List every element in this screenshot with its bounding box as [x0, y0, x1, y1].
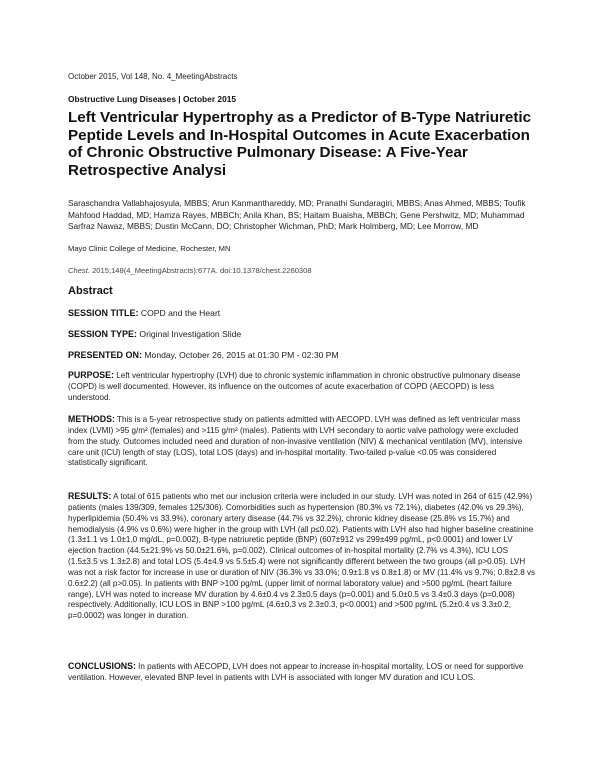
citation [68, 266, 312, 275]
abstract-heading: Abstract [68, 285, 113, 297]
author-list: Saraschandra Vallabhajosyula, MBBS; Arun Kanmanthareddy, MD; Pranathi Sundaragiri, MBBS; Anas Ahmed, MBBS; Toufik Mahfood Haddad, MD; Hamza Rayes, MBBCh; Anila Khan, BS; Haitam Buaisha, MBBCh; Gene Pershwitz, MD; Muhammad Sarfraz Nawaz, MBBS; Dustin McCann, DO; Christopher Wichman, PhD; Mark Holmberg, MD; Lee Morrow, MD [68, 198, 526, 232]
purpose-label: PURPOSE: [68, 370, 114, 380]
session-type-line [68, 329, 241, 339]
article-title: Left Ventricular Hypertrophy as a Predictor of B-Type Natriuretic Peptide Levels and In-Hospital Outcomes in Acute Exacerbation of Chronic Obstructive Pulmonary Disease: A Five-Year Retrospective Analysi [68, 109, 532, 179]
results-label: RESULTS: [68, 491, 112, 501]
section-date: October 2015 [182, 94, 237, 104]
conclusions-paragraph [68, 661, 536, 684]
session-title-label: SESSION TITLE: [68, 308, 139, 318]
presented-value: Monday, October 26, 2015 at 01:30 PM - 02:30 PM [142, 350, 339, 360]
conclusions-text: In patients with AECOPD, LVH does not appear to increase in-hospital mortality, LOS or need for supportive ventilation. However, elevated BNP level in patients with LVH is associated with longer MV duration and ICU LOS. [68, 662, 524, 682]
session-title-value: COPD and the Heart [138, 308, 221, 318]
conclusions-label: CONCLUSIONS: [68, 661, 136, 671]
citation-details[interactable]: 2015;148(4_MeetingAbstracts):677A. doi:10.1378/chest.2260308 [89, 266, 312, 275]
section-name[interactable]: Obstructive Lung Diseases [68, 94, 176, 104]
purpose-paragraph [68, 370, 536, 404]
methods-label: METHODS: [68, 414, 115, 424]
results-paragraph [68, 491, 536, 622]
affiliation: Mayo Clinic College of Medicine, Rochester, MN [68, 244, 231, 253]
session-type-label: SESSION TYPE: [68, 329, 138, 339]
purpose-text: Left ventricular hypertrophy (LVH) due to chronic systemic inflammation in chronic obstructive pulmonary disease (COPD) is well documented. However, its influence on the outcomes of acute exacerbation of COPD (AECOPD) is less understood. [68, 371, 521, 402]
citation-journal: Chest. [68, 266, 90, 275]
presented-line [68, 350, 339, 360]
session-title-line [68, 308, 220, 318]
presented-label: PRESENTED ON: [68, 350, 143, 360]
methods-text: This is a 5-year retrospective study on patients admitted with AECOPD. LVH was defined as left ventricular mass index (LVMI) >95 g/m² (females) and >115 g/m² (males). Patients with LVH secondary to aortic valve pathology were excluded from the study. Outcomes included need and duration of non-invasive ventilation (NIV) & mechanical ventilation (MV), intensive care unit (ICU) length of stay (LOS), total LOS (days) and in-hospital mortality. Two-tailed p-value <0.05 was considered statistically significant. [68, 415, 523, 468]
results-text: A total of 615 patients who met our inclusion criteria were included in our study. LVH was noted in 264 of 615 (42.9%) patients (males 139/309, females 125/306). Comorbidities such as hypertension (80.3% vs 72.1%), diabetes (42.0% vs 29.3%), hyperlipidemia (50.4% vs 33.9%), coronary artery disease (44.7% vs 32.2%), chronic kidney disease (25.8% vs 15.7%) and hemodialysis (4.9% vs 0.6%) were higher in the group with LVH (all p≤0.02). Patients with LVH also had higher baseline creatinine (1.3±1.1 vs 1.0±1.0 mg/dL, p=0.002), B-type natriuretic peptide (BNP) (607±912 vs 299±499 pg/mL, p<0.0001) and lower LV ejection fraction (44.5±21.9% vs 50.0±21.6%, p=0.002). Clinical outcomes of in-hospital mortality (2.7% vs 4.3%), ICU LOS (1.5±3.5 vs 1.3±2.8) and total LOS (5.4±4.9 vs 5.5±5.4) were not significantly different between the two groups (all p>0.05). LVH was not a risk factor for increase in use or duration of NIV (36.3% vs 33.0%; 0.9±1.8 vs 0.8±1.8) or MV (11.4% vs 9.7%; 0.8±2.8 vs 0.6±2.2) (all p>0.05). In patients with BNP >100 pg/mL (upper limit of normal laboratory value) and >500 pg/mL (heart failure range), LVH was noted to increase MV duration by 4.6±0.4 vs 2.3±0.5 days (p=0.001) and 5.0±0.5 vs 3.4±0.3 days (p=0.008) respectively. Additionally, ICU LOS in BNP >100 pg/mL (4.6±0.3 vs 2.3±0.3, p<0.0001) and >500 pg/mL (5.2±0.4 vs 3.3±0.2, p=0.0002) was longer in duration. [68, 492, 536, 621]
issue-line: October 2015, Vol 148, No. 4_MeetingAbstracts [68, 72, 238, 81]
section-separator: | [175, 94, 183, 104]
section-line [68, 94, 236, 104]
session-type-value: Original Investigation Slide [137, 329, 242, 339]
methods-paragraph [68, 414, 536, 469]
